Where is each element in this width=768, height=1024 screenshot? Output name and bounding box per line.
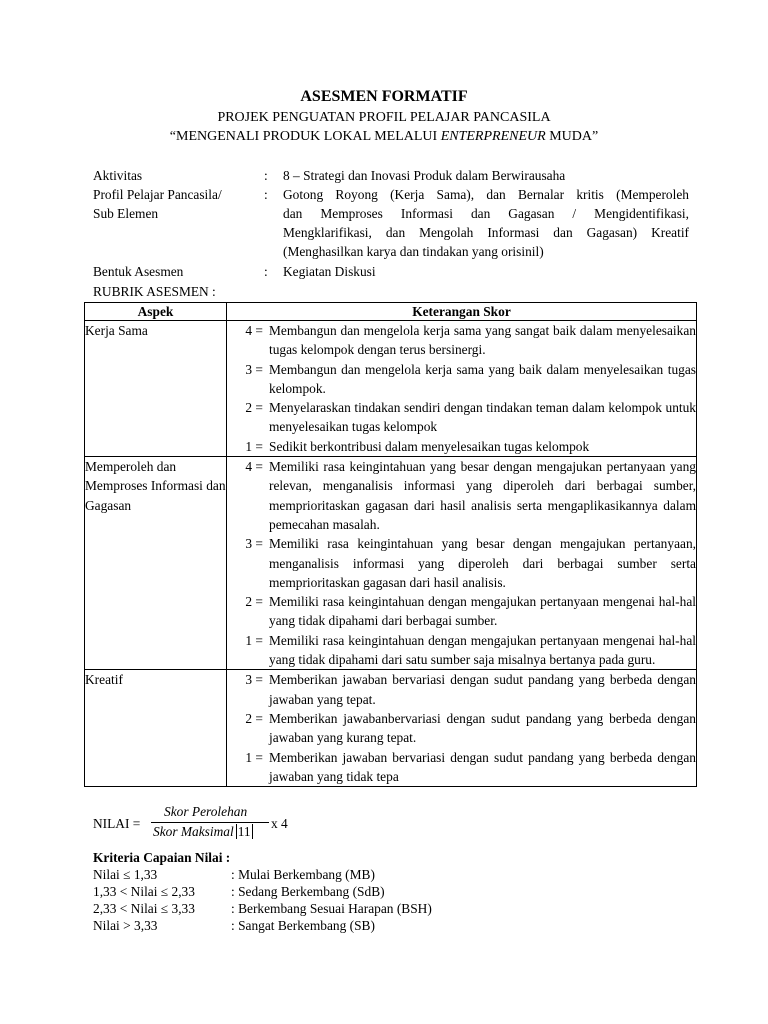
score-value: 3 =	[245, 672, 263, 688]
score-item	[227, 437, 696, 456]
bentuk-colon: :	[264, 264, 268, 279]
rubric-row-kreatif	[85, 670, 697, 787]
project-theme	[0, 129, 768, 145]
aspek-cell: Kerja Sama	[85, 321, 227, 457]
score-value: 4 =	[245, 459, 263, 475]
score-description: Memberikan jawabanbervariasi dengan sudut pandang yang berbeda dengan jawaban yang kurang tepat.	[269, 710, 696, 746]
score-item	[227, 398, 696, 437]
rubric-table	[84, 302, 697, 787]
score-description: Menyelaraskan tindakan sendiri dengan tindakan teman dalam kelompok untuk menyelesaikan tugas kelompok	[269, 400, 696, 435]
theme-text-italic: ENTERPRENEUR	[440, 129, 546, 144]
score-value: 2 =	[245, 594, 263, 610]
score-item	[227, 360, 696, 399]
score-item	[227, 457, 696, 534]
score-description: Memiliki rasa keingintahuan yang besar dengan mengajukan pertanyaan yang relevan, menganalisis informasi yang diperoleh dari berbagai sumber, memprioritaskan gagasan dari hasil analisis serta mengaplikasikannya dalam pemecahan masalah.	[269, 459, 696, 532]
column-header-aspek: Aspek	[85, 303, 227, 321]
column-header-keterangan: Keterangan Skor	[227, 303, 697, 321]
keterangan-cell	[227, 670, 697, 787]
score-value: 3 =	[245, 536, 263, 552]
aktivitas-label: Aktivitas	[93, 168, 143, 183]
document-title: ASESMEN FORMATIF	[300, 88, 468, 105]
profil-value-line: Mengklarifikasi, dan Mengolah Informasi dan Gagasan) Kreatif	[283, 225, 689, 240]
score-description: Memiliki rasa keingintahuan dengan mengajukan pertanyaan mengenai hal-hal yang tidak dipahami dari berbagai sumber.	[269, 594, 696, 629]
score-value: 1 =	[245, 632, 263, 648]
score-description: Memiliki rasa keingintahuan yang besar dengan mengajukan pertanyaan, menganalisis informasi yang diperoleh dari berbagai sumber serta memprioritaskan gagasan dari hasil analisis.	[269, 536, 696, 590]
kriteria-range: 1,33 < Nilai ≤ 2,33	[93, 884, 195, 899]
score-value: 3 =	[245, 361, 263, 377]
score-value: 2 =	[245, 710, 263, 726]
fraction-line	[151, 822, 269, 823]
denominator-box-value: 11	[237, 824, 251, 839]
kriteria-desc: : Sangat Berkembang (SB)	[231, 918, 375, 933]
nilai-label: NILAI =	[93, 816, 141, 831]
score-description: Membangun dan mengelola kerja sama yang baik dalam menyelesaikan tugas kelompok.	[269, 361, 696, 396]
kriteria-desc: : Mulai Berkembang (MB)	[231, 867, 375, 882]
profil-value-line: Gotong Royong (Kerja Sama), dan Bernalar kritis (Memperoleh	[283, 187, 689, 202]
profil-label-line2: Sub Elemen	[93, 206, 159, 221]
score-item	[227, 670, 696, 709]
formula-denominator	[153, 824, 253, 840]
kriteria-desc: : Berkembang Sesuai Harapan (BSH)	[231, 901, 432, 916]
score-item	[227, 592, 696, 631]
score-value: 1 =	[245, 438, 263, 454]
score-value: 4 =	[245, 323, 263, 338]
formula-multiplier: x 4	[271, 816, 288, 831]
score-item	[227, 321, 696, 360]
kriteria-range: 2,33 < Nilai ≤ 3,33	[93, 901, 195, 916]
score-description: Memberikan jawaban bervariasi dengan sudut pandang yang berbeda dengan jawaban yang tidak tepa	[269, 749, 696, 784]
kriteria-range: Nilai ≤ 1,33	[93, 867, 158, 882]
formula-numerator: Skor Perolehan	[164, 804, 248, 819]
profil-colon: :	[264, 187, 268, 202]
keterangan-cell	[227, 457, 697, 670]
score-item	[227, 631, 696, 670]
keterangan-cell	[227, 321, 697, 457]
score-description: Sedikit berkontribusi dalam menyelesaikan tugas kelompok	[269, 438, 590, 454]
kriteria-range: Nilai > 3,33	[93, 918, 158, 933]
score-value: 1 =	[245, 749, 263, 765]
bentuk-label: Bentuk Asesmen	[93, 264, 184, 279]
profil-value-line: (Menghasilkan karya dan tindakan yang orisinil)	[283, 244, 544, 259]
kriteria-desc: : Sedang Berkembang (SdB)	[231, 884, 385, 899]
score-item	[227, 748, 696, 787]
profil-label-line1: Profil Pelajar Pancasila/	[93, 187, 222, 202]
aktivitas-value: 8 – Strategi dan Inovasi Produk dalam Berwirausaha	[283, 168, 566, 183]
rubric-header-row	[85, 303, 697, 321]
aspek-cell: Memperoleh dan Memproses Informasi dan Gagasan	[85, 457, 227, 670]
profil-value-line: dan Memproses Informasi dan Gagasan / Mengidentifikasi,	[283, 206, 689, 221]
rubric-label: RUBRIK ASESMEN :	[93, 284, 216, 299]
kriteria-title: Kriteria Capaian Nilai :	[93, 850, 231, 865]
rubric-row-kerja-sama	[85, 321, 697, 457]
rubric-row-memperoleh	[85, 457, 697, 670]
score-description: Membangun dan mengelola kerja sama yang sangat baik dalam menyelesaikan tugas kelompok dengan terus bersinergi.	[269, 323, 696, 358]
document-subtitle: PROJEK PENGUATAN PROFIL PELAJAR PANCASILA	[217, 110, 551, 125]
aktivitas-colon: :	[264, 168, 268, 183]
denominator-text: Skor Maksimal	[153, 824, 234, 839]
score-description: Memiliki rasa keingintahuan dengan mengajukan pertanyaan mengenai hal-hal yang tidak dipahami dari satu sumber saja misalnya bertanya pada guru.	[269, 632, 696, 668]
bentuk-value: Kegiatan Diskusi	[283, 264, 376, 279]
score-description: Memberikan jawaban bervariasi dengan sudut pandang yang berbeda dengan jawaban yang tepat.	[269, 672, 696, 707]
aspek-cell: Kreatif	[85, 670, 227, 787]
theme-text-close: MUDA”	[545, 129, 599, 144]
score-item	[227, 709, 696, 748]
score-value: 2 =	[245, 400, 263, 416]
theme-text-open: “MENGENALI PRODUK LOKAL MELALUI	[169, 129, 441, 144]
score-item	[227, 534, 696, 592]
